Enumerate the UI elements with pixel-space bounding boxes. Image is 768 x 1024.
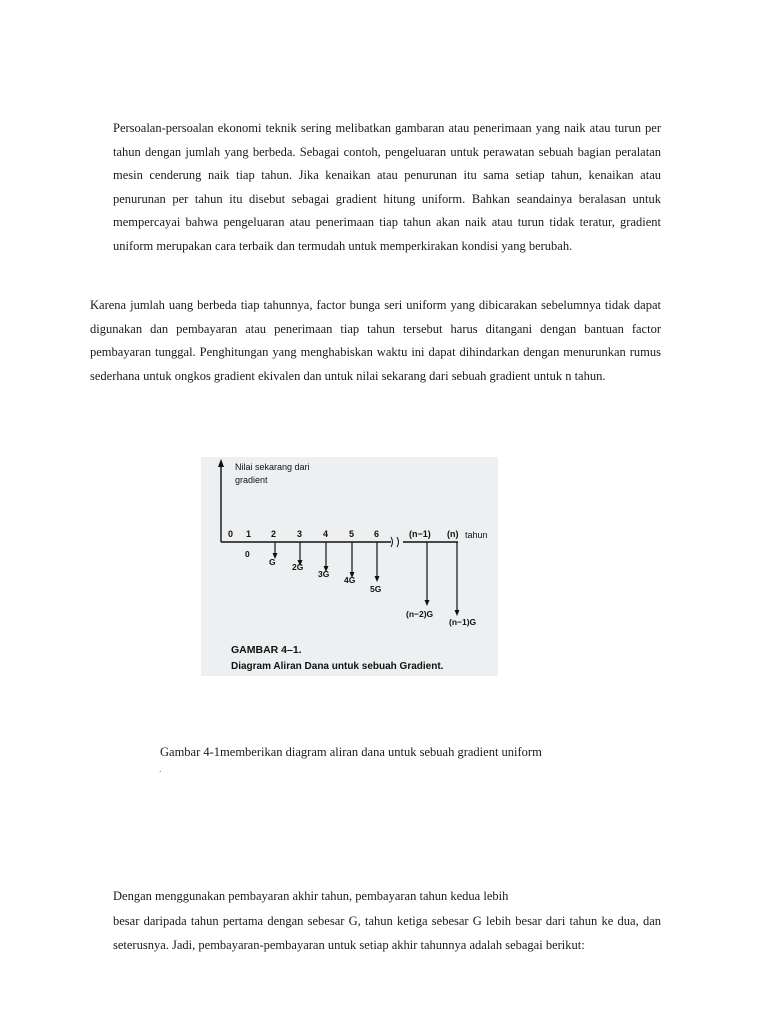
period-n: (n) <box>447 529 459 539</box>
period-4: 4 <box>323 529 329 539</box>
cash-flow-arrow-6 <box>375 542 380 582</box>
cash-flow-figure <box>201 457 498 676</box>
period-0: 0 <box>228 529 234 539</box>
figure-reference-text: Gambar 4-1memberikan diagram aliran dana untuk sebuah gradient uniform <box>160 745 542 759</box>
amount-n-minus-1-g: (n−1)G <box>449 617 477 627</box>
pv-label-line2: gradient <box>235 475 268 485</box>
second-paragraph: Karena jumlah uang berbeda tiap tahunnya, factor bunga seri uniform yang dibicarakan sebelumnya tidak dapat digunakan dan pembayaran atau penerimaan tiap tahun tersebut harus ditangani dengan bantuan factor pembayaran tunggal. Penghitungan yang menghabiskan waktu ini dapat dihindarkan dengan menurunkan rumus sederhana untuk ongkos gradient ekivalen dan untuk nilai sekarang dari sebuah gradient untuk n tahun. <box>90 298 661 383</box>
figure-caption-title: GAMBAR 4–1. <box>231 644 302 656</box>
intro-paragraph: Persoalan-persoalan ekonomi teknik sering melibatkan gambaran atau penerimaan yang naik atau turun per tahun dengan jumlah yang berbeda. Sebagai contoh, pengeluaran untuk perawatan sebuah bagian peralatan mesin cenderung naik tiap tahun. Jika kenaikan atau penurunan itu sama setiap tahun, kenaikan atau penurunan per tahun itu disebut sebagai gradient hitung uniform. Bahkan seandainya beralasan untuk mempercayai bahwa pengeluaran atau penerimaan tiap tahun akan naik atau turun tidak teratur, gradient uniform merupakan cara terbaik dan termudah untuk memperkirakan kondisi yang berubah. <box>113 121 661 253</box>
period-2: 2 <box>271 529 277 539</box>
period-1: 1 <box>246 529 252 539</box>
cash-flow-arrow-n <box>455 542 460 616</box>
period-n-minus-1: (n−1) <box>409 529 431 539</box>
amount-4g: 4G <box>344 575 356 585</box>
amount-5g: 5G <box>370 584 382 594</box>
period-6: 6 <box>374 529 380 539</box>
axis-break-mark <box>391 537 399 547</box>
figure-caption-subtitle: Diagram Aliran Dana untuk sebuah Gradient. <box>231 661 444 672</box>
cash-flow-arrow-5 <box>350 542 355 578</box>
amount-3g: 3G <box>318 569 330 579</box>
period-5: 5 <box>349 529 355 539</box>
pv-label-line1: Nilai sekarang dari <box>235 462 310 472</box>
amount-2g: 2G <box>292 562 304 572</box>
period-3: 3 <box>297 529 303 539</box>
cash-flow-diagram <box>201 457 498 676</box>
cash-flow-arrow-n-minus-1 <box>425 542 430 606</box>
cash-flow-arrow-4 <box>324 542 329 572</box>
figure-reference-dot: . <box>159 764 162 775</box>
third-paragraph-line: Dengan menggunakan pembayaran akhir tahun, pembayaran tahun kedua lebih <box>113 889 509 903</box>
amount-0: 0 <box>245 549 250 559</box>
present-value-arrowhead <box>218 459 224 467</box>
fourth-paragraph: besar daripada tahun pertama dengan sebesar G, tahun ketiga sebesar G lebih besar dari tahun ke dua, dan seterusnya. Jadi, pembayaran-pembayaran untuk setiap akhir tahunnya adalah sebagai berikut: <box>113 914 661 952</box>
amount-g: G <box>269 557 276 567</box>
amount-n-minus-2-g: (n−2)G <box>406 609 434 619</box>
period-unit: tahun <box>465 530 488 540</box>
